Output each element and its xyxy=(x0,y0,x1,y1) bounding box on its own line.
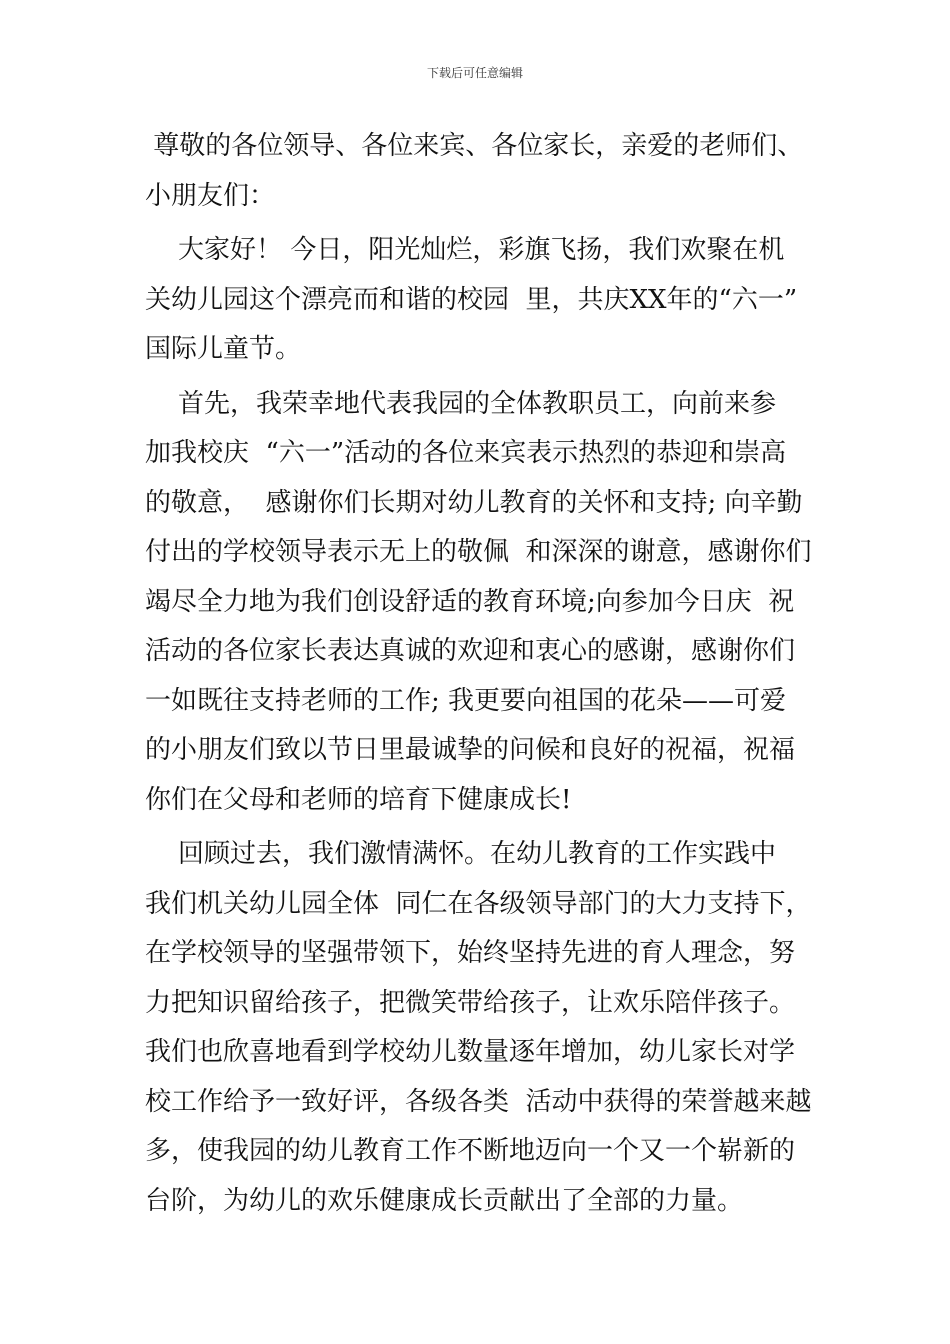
text-line: 回顾过去，我们激情满怀。在幼儿教育的工作实践中 xyxy=(145,839,777,869)
text-line: 付出的学校领导表示无上的敬佩 和深深的谢意，感谢你们 xyxy=(145,537,812,567)
text-line: 竭尽全力地为我们创设舒适的教育环境;向参加今日庆 祝 xyxy=(145,586,795,617)
text-line: 活动的各位家长表达真诚的欢迎和衷心的感谢，感谢你们 xyxy=(145,636,796,666)
paragraph-thanks xyxy=(145,380,810,826)
text-line: 台阶，为幼儿的欢乐健康成长贡献出了全部的力量。 xyxy=(145,1185,744,1216)
text-line: 的小朋友们致以节日里最诚挚的问候和良好的祝福，祝福 xyxy=(145,735,796,765)
text-line: 尊敬的各位领导、各位来宾、各位家长，亲爱的老师们、 xyxy=(145,131,804,161)
paragraph-salutation xyxy=(145,122,810,221)
text-line: 一如既往支持老师的工作; 我更要向祖国的花朵——可爱 xyxy=(145,685,787,716)
text-line: 首先，我荣幸地代表我园的全体教职员工，向前来参 xyxy=(145,388,777,419)
text-line: 力把知识留给孩子，把微笑带给孩子，让欢乐陪伴孩子。 xyxy=(145,987,796,1018)
page-header-note: 下载后可任意编辑 xyxy=(426,66,523,80)
document-body xyxy=(145,122,810,1226)
text-line: 我们也欣喜地看到学校幼儿数量逐年增加，幼儿家长对学 xyxy=(145,1037,796,1067)
text-line: 加我校庆 “六一”活动的各位来宾表示热烈的恭迎和崇高 xyxy=(145,438,787,468)
text-line: 的敬意， 感谢你们长期对幼儿教育的关怀和支持; 向辛勤 xyxy=(145,487,803,518)
paragraph-greeting xyxy=(145,226,810,375)
text-line: 关幼儿园这个漂亮而和谐的校园 里，共庆XX年的“六一” xyxy=(145,284,798,315)
text-line: 小朋友们： xyxy=(145,180,276,211)
text-line: 多，使我园的幼儿教育工作不断地迈向一个又一个崭新的 xyxy=(145,1136,796,1166)
text-line: 校工作给予一致好评，各级各类 活动中获得的荣誉越来越 xyxy=(145,1086,812,1117)
text-line: 大家好！ 今日，阳光灿烂，彩旗飞扬，我们欢聚在机 xyxy=(145,235,785,265)
text-line: 你们在父母和老师的培育下健康成长! xyxy=(145,784,572,815)
paragraph-review xyxy=(145,830,810,1226)
text-line: 国际儿童节。 xyxy=(145,334,302,364)
text-line: 我们机关幼儿园全体 同仁在各级领导部门的大力支持下， xyxy=(145,888,812,919)
text-line: 在学校领导的坚强带领下，始终坚持先进的育人理念，努 xyxy=(145,938,796,968)
